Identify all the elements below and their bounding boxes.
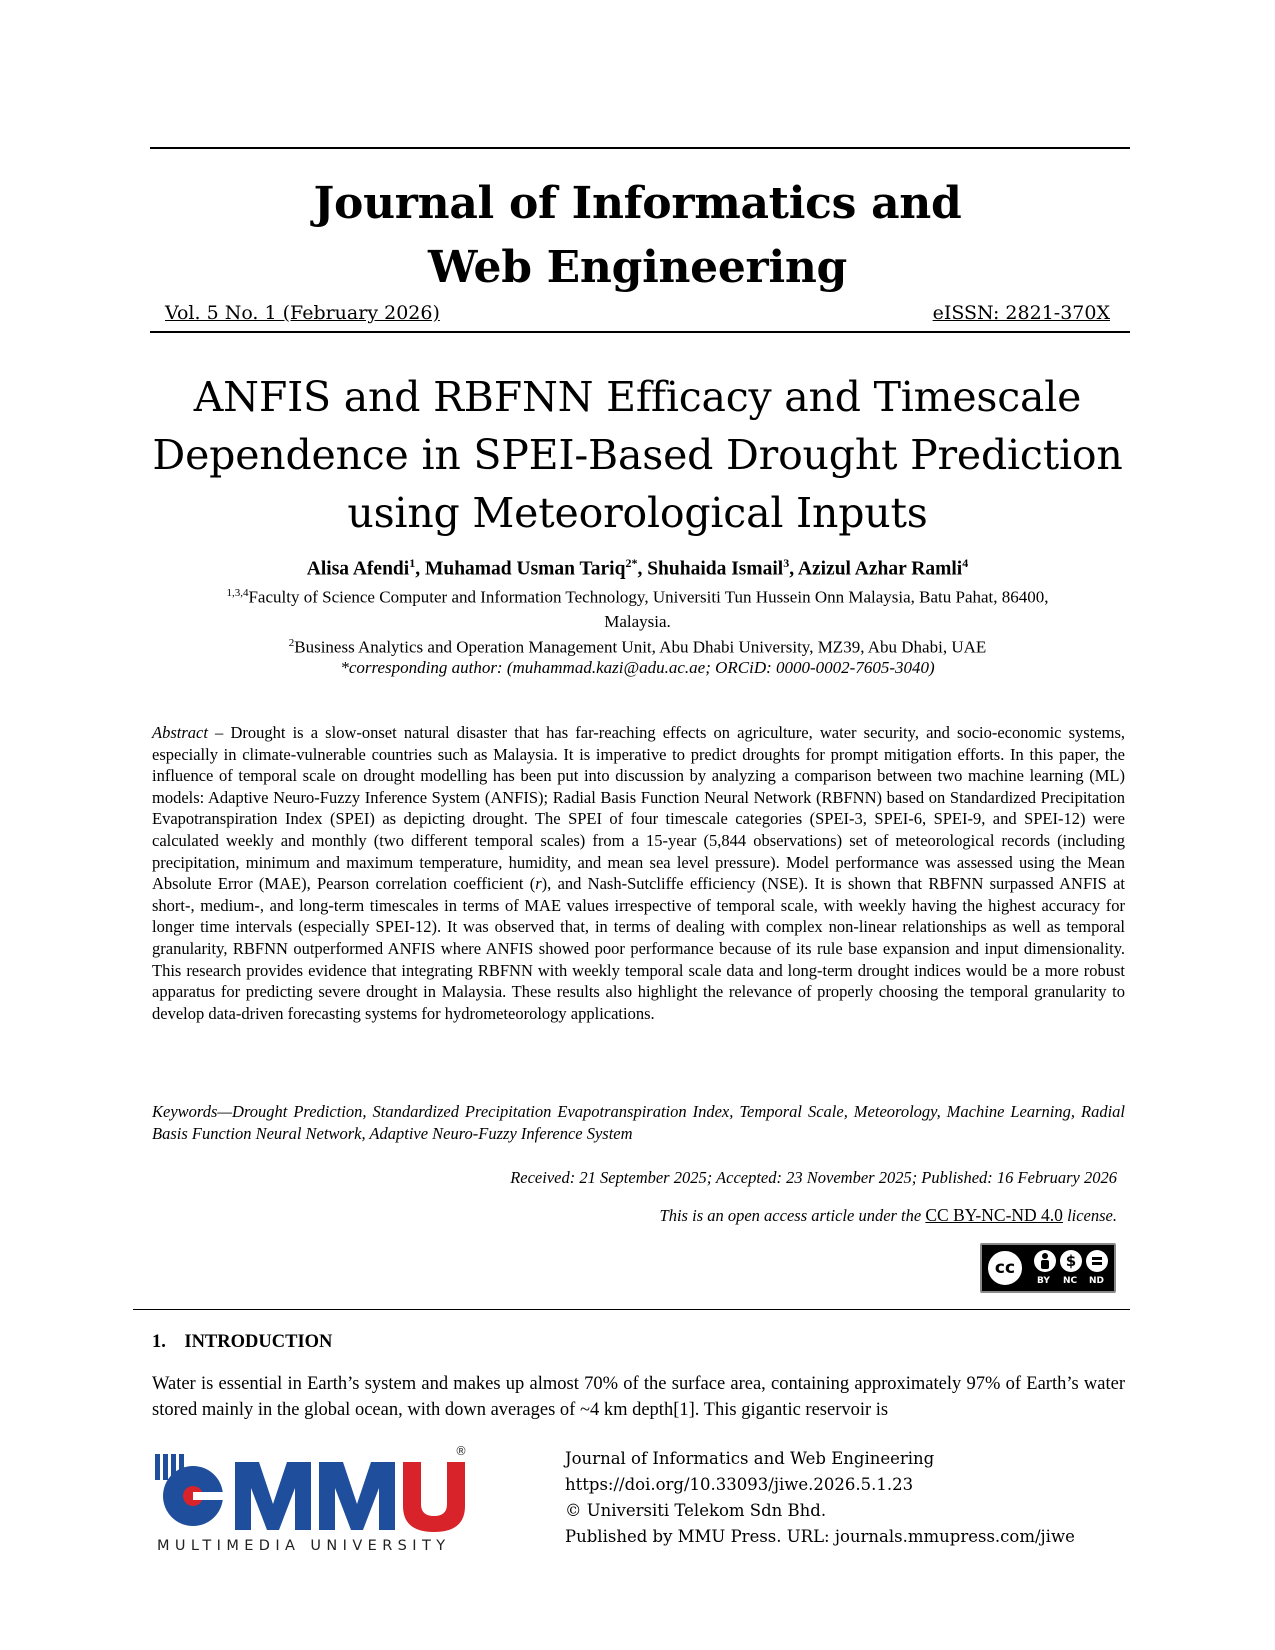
author-name: Shuhaida Ismail bbox=[647, 558, 784, 580]
affiliation-1-text-cont: Malaysia. bbox=[604, 611, 671, 631]
abstract-text-a: Drought is a slow-onset natural disaster that has far-reaching effects on agriculture, water security, and socio-economic systems, especially in climate-vulnerable countries such as Malaysia. It is imperative to predict droughts for prompt mitigation efforts. In this paper, the influence of temporal scale on drought modelling has been put into discussion by analyzing a comparison between two machine learning (ML) models: Adaptive Neuro-Fuzzy Inference System (ANFIS); Radial Basis Function Neural Network (RBFNN) based on Standardized Precipitation Evapotranspiration Index (SPEI) as depicting drought. The SPEI of four timescale categories (SPEI-3, SPEI-6, SPEI-9, and SPEI-12) were calculated weekly and monthly (two different temporal scales) from a 15-year (5,844 observations) set of meteorological records (including precipitation, minimum and maximum temperature, humidity, and mean sea level pressure). Model performance was assessed using the Mean Absolute Error (MAE), Pearson correlation coefficient ( bbox=[152, 723, 1126, 894]
author-list bbox=[0, 556, 1275, 581]
author-sep: , bbox=[789, 558, 798, 580]
author-sup: 1 bbox=[409, 556, 416, 570]
author-sup: 4 bbox=[962, 556, 969, 570]
affiliation-1 bbox=[0, 581, 1275, 634]
paper-title-line3: using Meteorological Inputs bbox=[347, 489, 928, 537]
author-sup: 3 bbox=[783, 556, 790, 570]
author-name: Alisa Afendi bbox=[306, 558, 410, 580]
author-sep: , bbox=[637, 558, 648, 580]
section-number: 1. bbox=[152, 1332, 166, 1352]
affiliation-2-text: Business Analytics and Operation Management Unit, Abu Dhabi University, MZ39, Abu Dhabi, UAE bbox=[294, 637, 987, 657]
license-statement bbox=[660, 1205, 1117, 1226]
license-link[interactable]: CC BY-NC-ND 4.0 bbox=[925, 1205, 1063, 1225]
license-suffix: license. bbox=[1062, 1206, 1117, 1225]
author-name: Muhamad Usman Tariq bbox=[424, 558, 626, 580]
journal-title-line1: Journal of Informatics and bbox=[313, 178, 962, 229]
journal-title-line2: Web Engineering bbox=[427, 242, 848, 293]
paper-title-line1: ANFIS and RBFNN Efficacy and Timescale bbox=[193, 373, 1082, 421]
footer-journal: Journal of Informatics and Web Engineering bbox=[565, 1449, 935, 1468]
registered-mark: ® bbox=[455, 1444, 467, 1458]
footer-doi[interactable]: https://doi.org/10.33093/jiwe.2026.5.1.23 bbox=[565, 1475, 914, 1494]
header-rule bbox=[150, 331, 1130, 333]
mmu-logo-subtitle: MULTIMEDIA UNIVERSITY bbox=[157, 1538, 451, 1554]
abstract-text-b: ), and Nash-Sutcliffe efficiency (NSE). It is shown that RBFNN surpassed ANFIS at short-, medium-, and long-term timescales in terms of MAE values irrespective of temporal scale, with weekly having the highest accuracy for longer time intervals (especially SPEI-12). It was observed that, in terms of dealing with complex non-linear relationships as well as temporal granularity, RBFNN outperformed ANFIS where ANFIS showed poor performance because of its rule base expansion and input dimensionality. This research provides evidence that integrating RBFNN with weekly temporal scale data and long-term drought indices would be a more robust apparatus for predicting severe drought in Malaysia. These results also highlight the relevance of properly choosing the temporal granularity to develop data-driven forecasting systems for hydrometeorology applications. bbox=[152, 874, 1126, 1023]
affiliation-1-sup: 1,3,4 bbox=[226, 587, 249, 599]
abstract bbox=[152, 722, 1125, 1024]
author-sup: 2* bbox=[625, 556, 638, 570]
author-name: Azizul Azhar Ramli bbox=[797, 558, 963, 580]
keywords: Keywords—Drought Prediction, Standardized Precipitation Evapotranspiration Index, Temporal Scale, Meteorology, Machine Learning, Radial Basis Function Neural Network, Adaptive Neuro-Fuzzy Inference System bbox=[152, 1102, 1125, 1143]
badge-by-label: BY bbox=[1037, 1276, 1050, 1286]
cc-logo-icon bbox=[986, 1249, 1024, 1287]
affiliation-1-text: Faculty of Science Computer and Information Technology, Universiti Tun Hussein Onn Malaysia, Batu Pahat, 86400, bbox=[248, 587, 1049, 607]
abstract-dash: – bbox=[207, 723, 231, 742]
top-rule bbox=[150, 147, 1130, 149]
cc-license-badge[interactable] bbox=[980, 1243, 1116, 1293]
eissn: eISSN: 2821-370X bbox=[932, 302, 1110, 324]
mmu-logo-mark-icon bbox=[155, 1452, 475, 1532]
affiliation-2-sup: 2 bbox=[288, 637, 295, 649]
section-rule bbox=[133, 1309, 1130, 1310]
paper-title-line2: Dependence in SPEI-Based Drought Prediction bbox=[152, 431, 1123, 479]
footer-copyright: © Universiti Telekom Sdn Bhd. bbox=[565, 1501, 827, 1520]
cc-logo-text: cc bbox=[994, 1258, 1016, 1278]
nd-equals-icon bbox=[1086, 1250, 1108, 1272]
author-sep: , bbox=[415, 558, 425, 580]
abstract-r: r bbox=[535, 874, 542, 894]
corresponding-author: *corresponding author: (muhammad.kazi@adu.ac.ae; ORCiD: 0000-0002-7605-3040) bbox=[340, 658, 935, 677]
license-prefix: This is an open access article under the bbox=[659, 1206, 926, 1225]
journal-title bbox=[0, 172, 1275, 300]
footer-publisher: Published by MMU Press. URL: journals.mmupress.com/jiwe bbox=[565, 1527, 1075, 1546]
article-dates: Received: 21 September 2025; Accepted: 23 November 2025; Published: 16 February 2026 bbox=[510, 1168, 1117, 1187]
badge-nc-label: NC bbox=[1063, 1276, 1078, 1286]
mmu-logo bbox=[155, 1444, 475, 1562]
badge-nd-label: ND bbox=[1089, 1276, 1105, 1286]
section-heading bbox=[152, 1332, 332, 1353]
abstract-label: Abstract bbox=[152, 723, 208, 742]
intro-paragraph: Water is essential in Earth’s system and makes up almost 70% of the surface area, containing approximately 97% of Earth’s water stored mainly in the global ocean, with down averages of ~4 km depth[1]. This gigantic reservoir is bbox=[152, 1374, 1125, 1420]
volume-issue: Vol. 5 No. 1 (February 2026) bbox=[165, 302, 440, 324]
nc-dollar-icon: $ bbox=[1060, 1250, 1082, 1272]
section-title: INTRODUCTION bbox=[184, 1332, 333, 1352]
paper-title bbox=[140, 368, 1135, 542]
by-person-icon bbox=[1034, 1250, 1056, 1272]
